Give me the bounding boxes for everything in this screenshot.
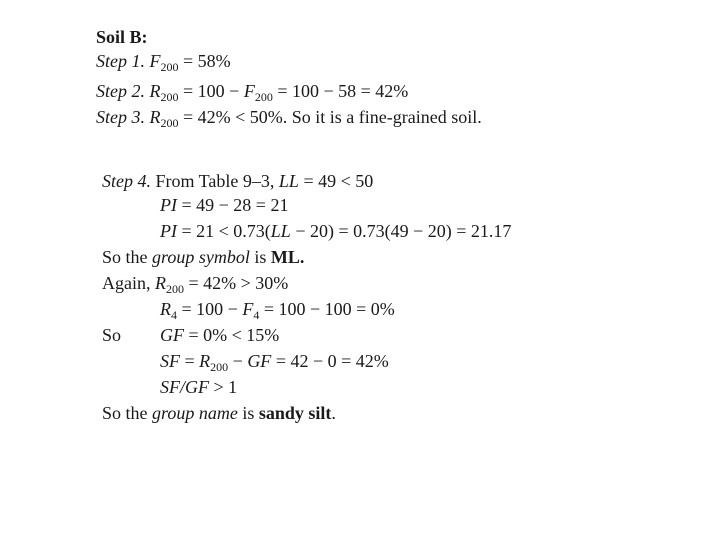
ratio-var: SF/GF	[160, 377, 209, 397]
step-4-line-3	[160, 220, 511, 242]
step-3-var: R	[149, 107, 161, 127]
step-3-line	[96, 106, 482, 134]
step-1-line	[96, 50, 231, 78]
step-4-label: Step 4.	[102, 171, 151, 191]
soil-heading: Soil B:	[96, 27, 148, 47]
sf-r-var: R	[199, 351, 211, 371]
again-var: R	[155, 273, 166, 293]
name-text-b: is	[237, 403, 259, 423]
step-1-rest: = 58%	[178, 51, 231, 71]
symbol-italic: group symbol	[152, 247, 250, 267]
step-1-label: Step 1.	[96, 51, 145, 71]
step-4-line-1	[102, 170, 373, 192]
step-2-line	[96, 80, 408, 108]
r4-var: R	[160, 299, 171, 319]
again-sub: 200	[166, 282, 184, 296]
name-text-a: So the	[102, 403, 153, 423]
group-name-line	[102, 402, 336, 424]
step-4-line-2	[160, 194, 288, 216]
r4-rest: = 100 − 100 = 0%	[259, 299, 395, 319]
sf-r-sub: 200	[210, 360, 229, 374]
step-4-ll-var: LL	[278, 171, 299, 191]
ll-var-2: LL	[270, 221, 291, 241]
step-3-sub: 200	[160, 116, 179, 130]
step-2-sub: 200	[160, 90, 179, 104]
sf-rest: = 42 − 0 = 42%	[271, 351, 389, 371]
name-italic: group name	[152, 403, 238, 423]
pi-eq-2a: = 21 < 0.73(	[177, 221, 271, 241]
name-period: .	[331, 403, 336, 423]
step-4-text-b: = 49 < 50	[298, 171, 374, 191]
step-3-rest: = 42% < 50%. So it is a fine-grained soil.	[178, 107, 482, 127]
pi-var-2: PI	[160, 221, 177, 241]
gf-var: GF	[160, 325, 184, 345]
name-value: sandy silt	[258, 403, 332, 423]
step-1-sub: 200	[160, 60, 179, 74]
pi-eq-2b: − 20) = 0.73(49 − 20) = 21.17	[290, 221, 512, 241]
r4-line	[160, 298, 395, 326]
step-2-mid: = 100 −	[178, 81, 244, 101]
ratio-line	[160, 376, 237, 398]
ratio-rest: > 1	[209, 377, 238, 397]
f4-var: F	[242, 299, 254, 319]
step-2-var2: F	[243, 81, 255, 101]
step-2-sub2: 200	[254, 90, 273, 104]
pi-var-1: PI	[160, 195, 177, 215]
sf-var: SF	[160, 351, 180, 371]
r4-sub: 4	[171, 308, 177, 322]
symbol-text-b: is	[249, 247, 271, 267]
r4-mid: = 100 −	[177, 299, 243, 319]
sf-gf-var: GF	[247, 351, 272, 371]
step-3-label: Step 3.	[96, 107, 145, 127]
sf-line	[160, 350, 389, 378]
sf-eq: =	[180, 351, 200, 371]
pi-eq-1: = 49 − 28 = 21	[177, 195, 289, 215]
group-symbol-line	[102, 246, 304, 268]
gf-so-word: So	[102, 325, 122, 345]
step-2-rest: = 100 − 58 = 42%	[272, 81, 409, 101]
symbol-text-a: So the	[102, 247, 153, 267]
step-2-var: R	[149, 81, 161, 101]
again-line	[102, 272, 288, 300]
gf-rest: = 0% < 15%	[184, 325, 280, 345]
again-text: Again,	[102, 273, 155, 293]
sf-minus: −	[228, 351, 248, 371]
step-1-var: F	[149, 51, 161, 71]
step-2-label: Step 2.	[96, 81, 145, 101]
step-4-text-a: From Table 9–3,	[151, 171, 279, 191]
f4-sub: 4	[253, 308, 260, 322]
again-rest: = 42% > 30%	[184, 273, 289, 293]
gf-line	[160, 324, 279, 346]
symbol-value: ML.	[270, 247, 305, 267]
